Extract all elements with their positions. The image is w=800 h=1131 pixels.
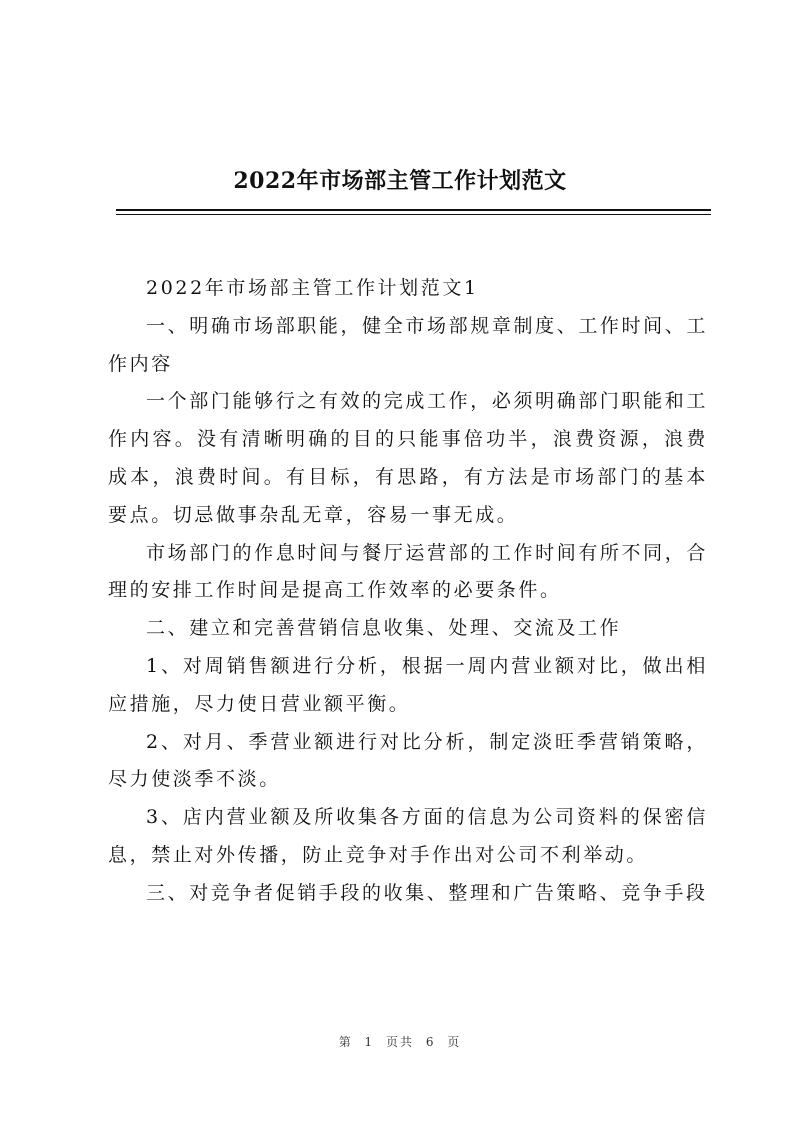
paragraph-item-3: 3、店内营业额及所收集各方面的信息为公司资料的保密信息，禁止对外传播，防止竞争对手作出对公司不利举动。 bbox=[108, 806, 708, 866]
paragraph-heading-1: 一、明确市场部职能，健全市场部规章制度、工作时间、工作内容 bbox=[108, 314, 708, 375]
title-divider-thick bbox=[116, 209, 711, 211]
paragraph-heading-2: 二、建立和完善营销信息收集、处理、交流及工作 bbox=[146, 617, 622, 640]
paragraph-heading-3: 三、对竞争者促销手段的收集、整理和广告策略、竞争手段 bbox=[146, 881, 708, 904]
paragraph: 一个部门能够行之有效的完成工作，必须明确部门职能和工作内容。没有清晰明确的目的只能事倍功半，浪费资源，浪费成本，浪费时间。有目标，有思路，有方法是市场部门的基本要点。切忌做事杂乱无章，容易一事无成。 bbox=[108, 390, 708, 526]
page-number-footer: 第 1 页共 6 页 bbox=[338, 1035, 462, 1049]
paragraph-item-1: 1、对周销售额进行分析，根据一周内营业额对比，做出相应措施，尽力使日营业额平衡。 bbox=[108, 654, 708, 715]
title-divider-thin bbox=[116, 214, 711, 215]
paragraph: 市场部门的作息时间与餐厅运营部的工作时间有所不同，合理的安排工作时间是提高工作效率的必要条件。 bbox=[108, 541, 708, 602]
paragraph-item-2: 2、对月、季营业额进行对比分析，制定淡旺季营销策略，尽力使淡季不淡。 bbox=[108, 730, 708, 791]
document-title: 2022年市场部主管工作计划范文 bbox=[233, 168, 567, 194]
document-body bbox=[108, 270, 708, 913]
paragraph-subtitle: 2022年市场部主管工作计划范文1 bbox=[146, 277, 479, 299]
